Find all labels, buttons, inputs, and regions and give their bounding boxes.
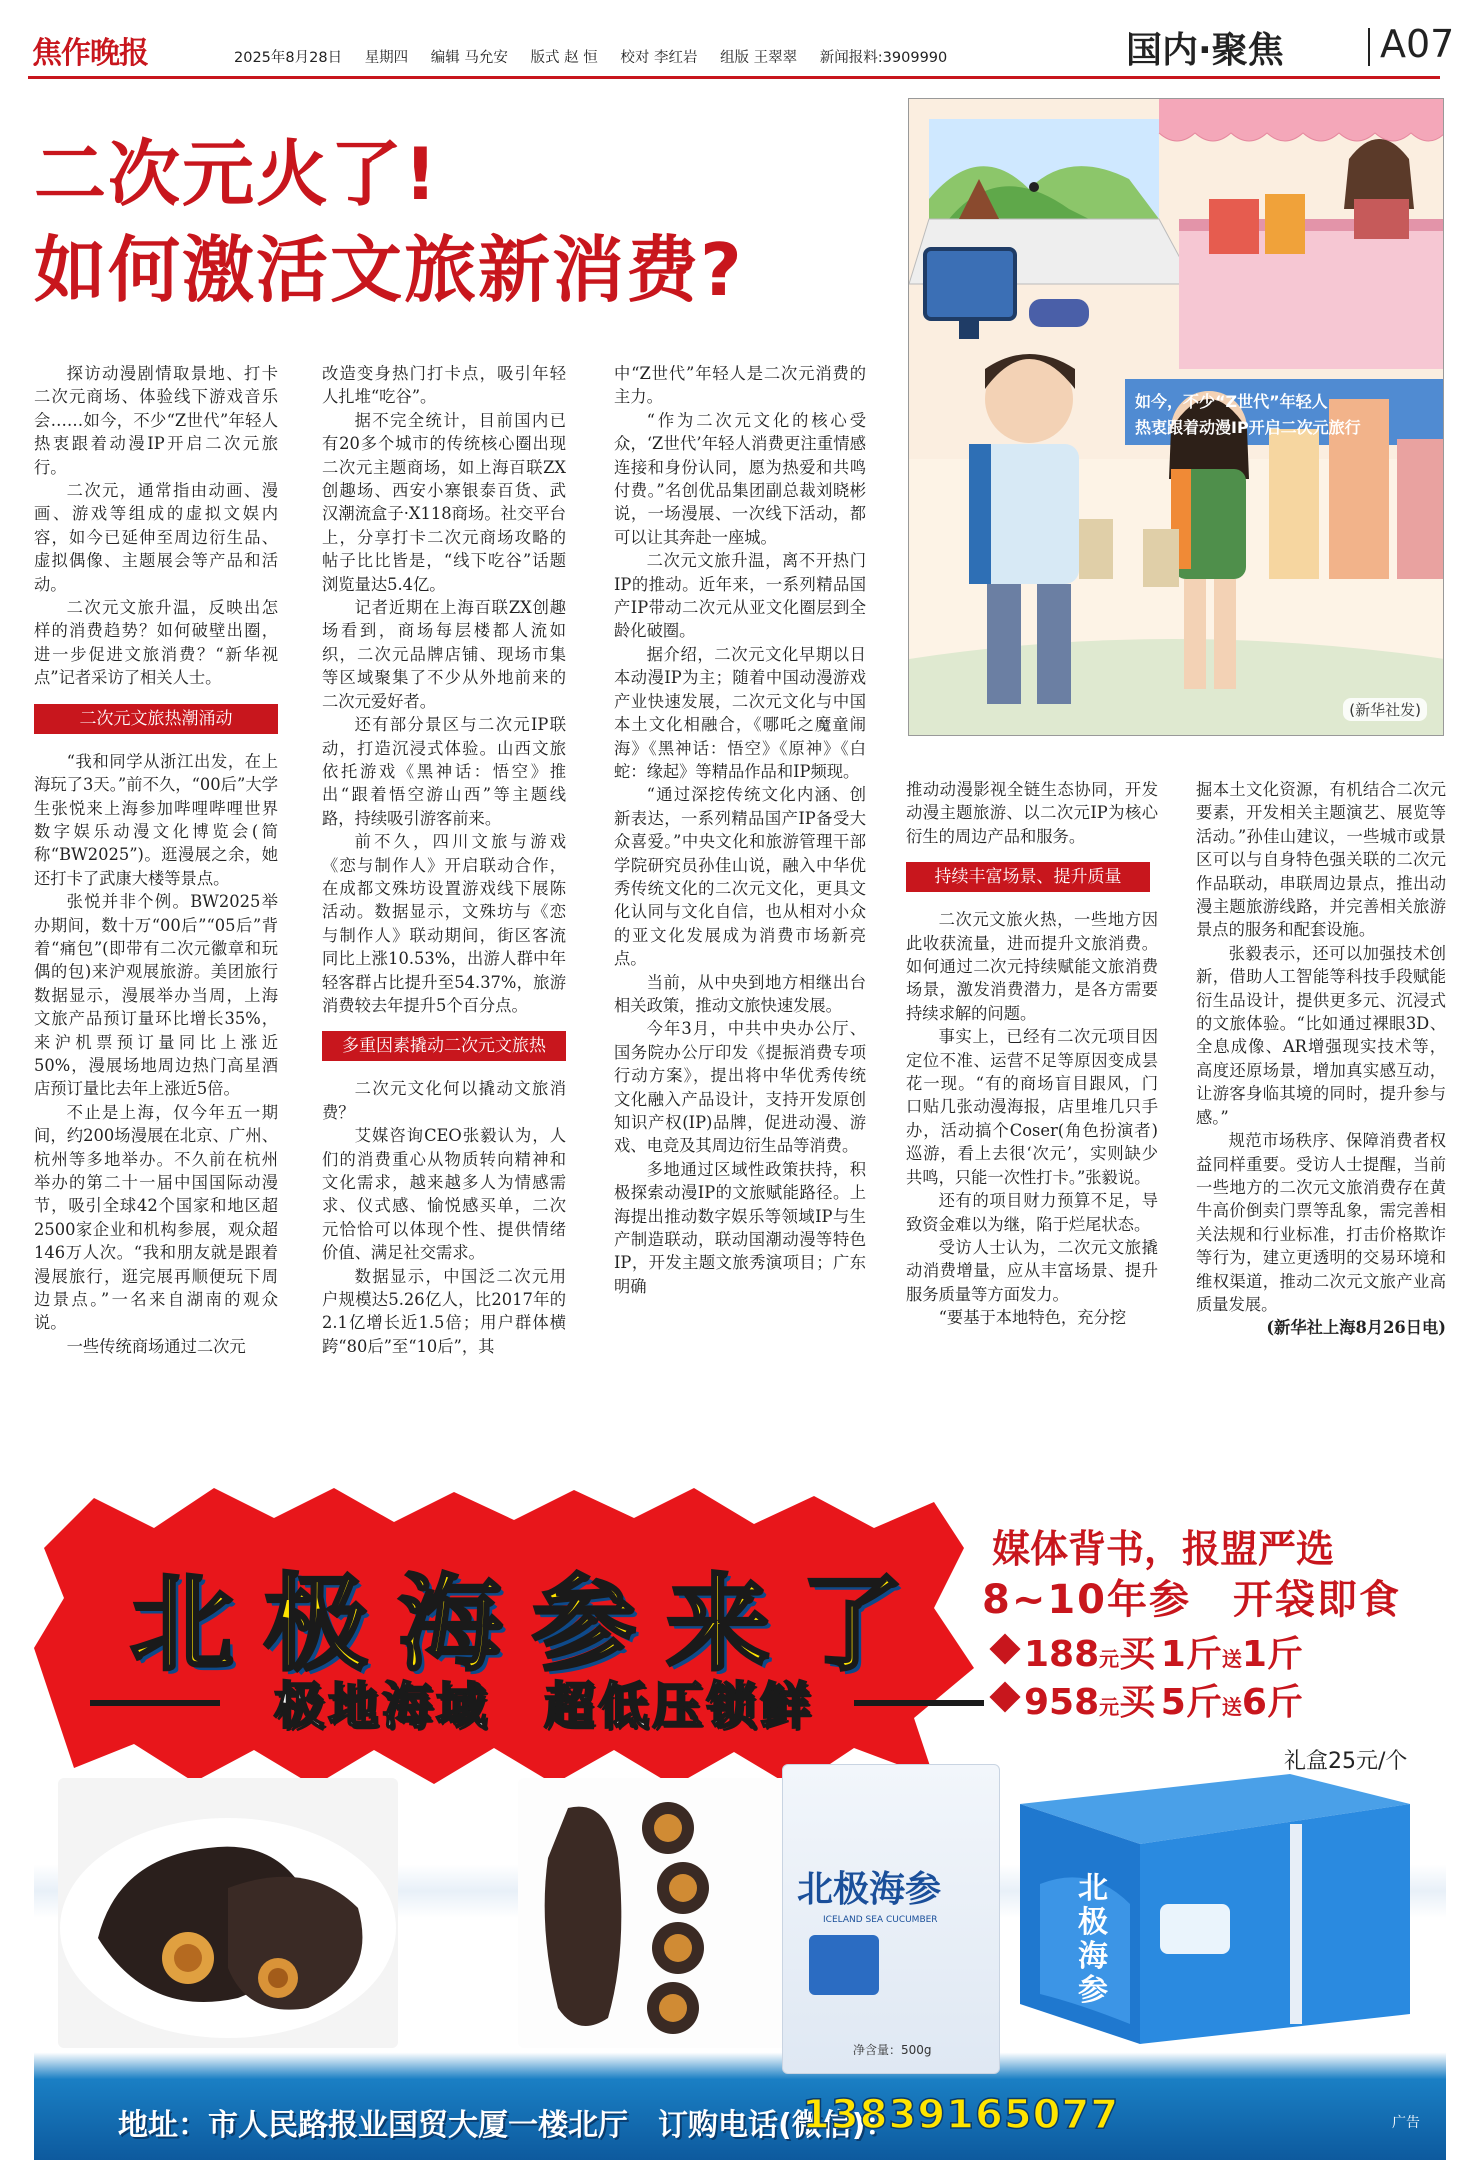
paragraph: 受访人士认为，二次元文旅撬动消费增量，应从丰富场景、提升服务质量等方面发力。 (906, 1237, 1158, 1304)
paragraph: 据介绍，二次元文化早期以日本动漫IP为主；随着中国动漫游戏产业快速发展，二次元文化与中国本土文化相融合，《哪吒之魔童闹海》《黑神话：悟空》《原神》《白蛇：缘起》等精品作品和IP频现。 (614, 644, 866, 781)
editor-credit: 编辑 马允安 (430, 50, 508, 66)
ad-dash-right (854, 1700, 984, 1706)
ad-slogan-2: 8~10年参 开袋即食 (982, 1577, 1402, 1623)
ad-phone: 13839165077 (802, 2092, 1120, 2138)
issue-weekday: 星期四 (364, 50, 409, 66)
product-giftbox (1010, 1764, 1420, 2054)
article-column-3 (614, 362, 866, 1298)
paragraph: 前不久，四川文旅与游戏《恋与制作人》开启联动合作，在成都文殊坊设置游戏线下展陈活动。数据显示，文殊坊与《恋与制作人》联动期间，街区客流同比上涨10.53%，出游人群中年轻客群占比提升至54.37%，旅游消费较去年提升5个百分点。 (322, 832, 566, 1015)
layout-credit: 版式 赵 恒 (530, 50, 598, 66)
subheading: 二次元文旅热潮涌动 (34, 704, 278, 734)
ad-giftbox-price: 礼盒25元/个 (1284, 1749, 1408, 1774)
illustration (908, 98, 1444, 736)
sea-cucumber-cut-image (58, 1778, 398, 2048)
ad-slogan-1: 媒体背书，报盟严选 (992, 1527, 1335, 1571)
paragraph: “作为二次元文化的核心受众，‘Z世代’年轻人消费更注重情感连接和身份认同，愿为热爱和共鸣付费。”名创优品集团副总裁刘晓彬说，一场漫展、一次线下活动，都可以让其奔赴一座城。 (614, 410, 866, 547)
paragraph: 张毅表示，还可以加强技术创新，借助人工智能等科技手段赋能衍生品设计，提供更多元、沉浸式的文旅体验。“比如通过裸眼3D、全息成像、AR增强现实技术等，高度还原场景，增加真实感互动，让游客身临其境的同时，提升参与感。” (1196, 943, 1446, 1127)
proofread-credit: 校对 李红岩 (620, 50, 698, 66)
advertisement (34, 1488, 1446, 2160)
article-column-1 (34, 362, 278, 1358)
caption-line-2: 热衷跟着动漫IP开启二次元旅行 (1135, 418, 1361, 437)
paragraph: 当前，从中央到地方相继出台相关政策，推动文旅快速发展。 (614, 972, 866, 1015)
masthead-divider (1368, 28, 1370, 66)
paragraph: “我和同学从浙江出发，在上海玩了3天。”前不久，“00后”大学生张悦来上海参加哔哩哔哩世界数字娱乐动漫文化博览会(简称“BW2025”)。逛漫展之余，她还打卡了武康大楼等景点。 (34, 751, 278, 888)
paragraph: 不止是上海，仅今年五一期间，约200场漫展在北京、广州、杭州等多地举办。不久前在杭州举办的第二十一届中国国际动漫节，吸引全球42个国家和地区超2500家企业和机构参展，观众超146万人次。“我和朋友就是跟着漫展旅行，逛完展再顺便玩下周边景点。”一名来自湖南的观众说。 (34, 1102, 278, 1333)
giftbox-image (1010, 1764, 1420, 2054)
paragraph: 探访动漫剧情取景地、打卡二次元商场、体验线下游戏音乐会……如今，不少“Z世代”年轻人热衷跟着动漫IP开启二次元旅行。 (34, 364, 278, 477)
subheading: 持续丰富场景、提升质量 (906, 862, 1150, 892)
product-photo-cut (58, 1778, 398, 2048)
headline (34, 126, 904, 318)
group-credit: 组版 王翠翠 (720, 50, 798, 66)
subheading: 多重因素撬动二次元文旅热 (322, 1031, 566, 1061)
paragraph: 掘本土文化资源，有机结合二次元要素，开发相关主题演艺、展览等活动。”孙佳山建议，一些城市或景区可以与自身特色强关联的二次元作品联动，串联周边景点，推出动漫主题旅游线路，并完善相关旅游景点的服务和配套设施。 (1196, 780, 1446, 940)
paragraph: 还有部分景区与二次元IP联动，打造沉浸式体验。山西文旅依托游戏《黑神话：悟空》推出“跟着悟空游山西”等主题线路，持续吸引游客前来。 (322, 715, 566, 828)
issue-date: 2025年8月28日 (234, 50, 343, 66)
headline-line-2: 如何激活文旅新消费? (34, 228, 744, 312)
giftbox-name: 北极海参 (1078, 1871, 1108, 2008)
paragraph: 事实上，已经有二次元项目因定位不准、运营不足等原因变成昙花一现。“有的商场盲目跟风，门口贴几张动漫海报，店里堆几只手办，活动搞个Coser(角色扮演者)巡游，看上去很‘次元’，实则缺少共鸣，只能一次性打卡。”张毅说。 (906, 1027, 1158, 1187)
paragraph: 二次元文旅升温，反映出怎样的消费趋势？如何破壁出圈，进一步促进文旅消费？“新华视点”记者采访了相关人士。 (34, 598, 278, 688)
article-column-2 (322, 362, 566, 1358)
headline-line-1: 二次元火了! (34, 132, 439, 216)
paragraph: 记者近期在上海百联ZX创趣场看到，商场每层楼都人流如织，二次元品牌店铺、现场市集等区域聚集了不少从外地前来的二次元爱好者。 (322, 598, 566, 711)
product-photo-sliced (518, 1778, 788, 2048)
paragraph: 二次元文旅火热，一些地方因此收获流量，进而提升文旅消费。如何通过二次元持续赋能文旅消费场景，激发消费潜力，是各方需要持续求解的问题。 (906, 910, 1158, 1023)
illustration-credit: (新华社发) (1343, 698, 1427, 721)
section-name: 国内·聚焦 (1126, 30, 1284, 71)
article-column-4 (906, 778, 1158, 1330)
ad-tag: 广告 (1392, 2115, 1420, 2131)
masthead-rule (28, 76, 1440, 79)
ad-offer-2: 958元买 5斤送6斤 (1024, 1682, 1303, 1723)
paragraph: 二次元，通常指由动画、漫画、游戏等组成的虚拟文娱内容，如今已延伸至周边衍生品、虚拟偶像、主题展会等产品和活动。 (34, 481, 278, 594)
page-number: A07 (1380, 22, 1455, 66)
ad-address: 地址：市人民路报业国贸大厦一楼北厅 订购电话(微信)： (118, 2108, 896, 2143)
paragraph: 多地通过区域性政策扶持，积极探索动漫IP的文旅赋能路径。上海提出推动数字娱乐等领域IP与生产制造联动，联动国潮动漫等特色IP，开发主题文旅秀演项目；广东明确 (614, 1159, 866, 1296)
paragraph: 改造变身热门打卡点，吸引年轻人扎堆“吃谷”。 (322, 364, 566, 407)
paragraph: 二次元文旅升温，离不开热门IP的推动。近年来，一系列精品国产IP带动二次元从亚文化圈层到全龄化破圈。 (614, 551, 866, 641)
article-source: (新华社上海8月26日电) (1266, 1318, 1446, 1338)
paragraph: 今年3月，中共中央办公厅、国务院办公厅印发《提振消费专项行动方案》，提出将中华优秀传统文化融入产品设计，支持开发原创知识产权(IP)品牌，促进动漫、游戏、电竞及其周边衍生品等消费。 (614, 1019, 866, 1156)
paragraph: 数据显示，中国泛二次元用户规模达5.26亿人，比2017年的2.1亿增长近1.5倍；用户群体横跨“80后”至“10后”，其 (322, 1266, 566, 1356)
ad-title: 北极海参来了 (130, 1563, 935, 1685)
package-weight: 净含量：500g (853, 2043, 932, 2057)
paragraph: 一些传统商场通过二次元 (66, 1336, 246, 1356)
illustration-caption (1135, 389, 1435, 441)
paragraph: 张悦并非个例。BW2025举办期间，数十万“00后”“05后”背着“痛包”(即带有二次元徽章和玩偶的包)来沪观展旅游。美团旅行数据显示，漫展举办当周，上海文旅产品预订量环比增长35%，来沪机票预订量同比上涨近50%，漫展场地周边热门高星酒店预订量比去年上涨近5倍。 (34, 892, 278, 1099)
package-name: 北极海参 (797, 1869, 942, 1910)
paragraph: 据不完全统计，目前国内已有20多个城市的传统核心圈出现二次元主题商场，如上海百联ZX创趣场、西安小寨银泰百货、武汉潮流盒子·X118商场。社交平台上，分享打卡二次元商场攻略的帖子比比皆是，“线下吃谷”话题浏览量达5.4亿。 (322, 410, 566, 594)
paragraph: 艾媒咨询CEO张毅认为，人们的消费重心从物质转向精神和文化需求，越来越多人为情感需求、仪式感、愉悦感买单，二次元恰恰可以体现个性、提供情绪价值、满足社交需求。 (322, 1126, 566, 1263)
paragraph: 还有的项目财力预算不足，导致资金难以为继，陷于烂尾状态。 (906, 1191, 1158, 1234)
caption-line-1: 如今，不少“Z世代”年轻人 (1135, 392, 1328, 411)
issue-meta (234, 46, 965, 67)
product-package (782, 1764, 1000, 2074)
news-hotline: 新闻报料:3909990 (819, 50, 948, 66)
paragraph: 规范市场秩序、保障消费者权益同样重要。受访人士提醒，当前一些地方的二次元文旅消费存在黄牛高价倒卖门票等乱象，需完善相关法规和行业标准，打击价格欺诈等行为，建立更透明的交易环境和维权渠道，推动二次元文旅产业高质量发展。 (1196, 1131, 1446, 1314)
package-english-name: ICELAND SEA CUCUMBER (823, 1915, 938, 1925)
ad-offer-1: 188元买 1斤送1斤 (1024, 1634, 1303, 1675)
paragraph: 推动动漫影视全链生态协同，开发动漫主题旅游、以二次元IP为核心衍生的周边产品和服务。 (906, 780, 1158, 846)
paragraph: 中“Z世代”年轻人是二次元消费的主力。 (614, 364, 866, 407)
package-badge (809, 1935, 879, 1995)
masthead (28, 22, 1455, 72)
newspaper-logo: 焦作晚报 (32, 36, 148, 71)
paragraph: 二次元文化何以撬动文旅消费？ (322, 1079, 566, 1122)
paragraph: “要基于本地特色，充分挖 (938, 1308, 1127, 1328)
article-column-5 (1196, 778, 1446, 1340)
paragraph: “通过深挖传统文化内涵、创新表达，一系列精品国产IP备受大众喜爱。”中央文化和旅游管理干部学院研究员孙佳山说，融入中华优秀传统文化的二次元文化，更具文化认同与文化自信，也从相对小众的亚文化发展成为消费市场新亮点。 (614, 785, 866, 969)
sea-cucumber-sliced-image (518, 1778, 788, 2048)
ad-subtitle: 极地海域 超低压锁鲜 (274, 1677, 814, 1735)
